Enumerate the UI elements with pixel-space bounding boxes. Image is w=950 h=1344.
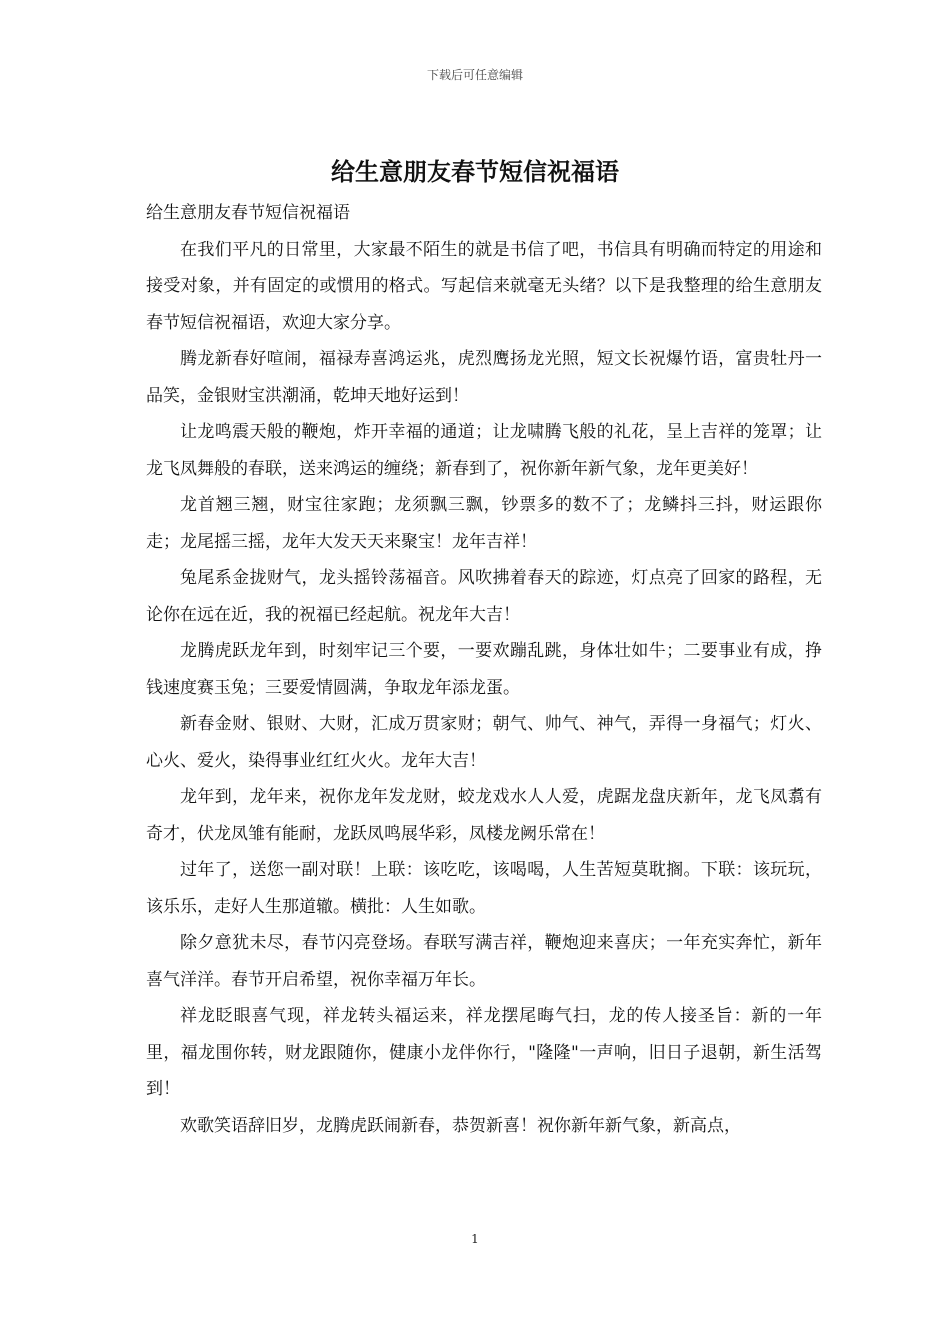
page-number: 1 <box>471 1232 479 1246</box>
paragraph: 祥龙眨眼喜气现，祥龙转头福运来，祥龙摆尾晦气扫，龙的传人接圣旨：新的一年里，福龙围你转，财龙跟随你，健康小龙伴你行，"隆隆"一声响，旧日子退朝，新生活驾到！ <box>146 1006 822 1099</box>
document-body <box>146 195 822 1144</box>
subtitle: 给生意朋友春节短信祝福语 <box>146 203 350 223</box>
paragraph: 除夕意犹未尽，春节闪亮登场。春联写满吉祥，鞭炮迎来喜庆；一年充实奔忙，新年喜气洋洋。春节开启希望，祝你幸福万年长。 <box>146 933 822 990</box>
paragraph: 腾龙新春好喧闹，福禄寿喜鸿运兆，虎烈鹰扬龙光照，短文长祝爆竹语，富贵牡丹一品笑，金银财宝洪潮涌，乾坤天地好运到！ <box>146 349 822 406</box>
paragraph: 让龙鸣震天般的鞭炮，炸开幸福的通道；让龙啸腾飞般的礼花，呈上吉祥的笼罩；让龙飞凤舞般的春联，送来鸿运的缠绕；新春到了，祝你新年新气象，龙年更美好！ <box>146 422 822 479</box>
paragraph: 新春金财、银财、大财，汇成万贯家财；朝气、帅气、神气，弄得一身福气；灯火、心火、爱火，染得事业红红火火。龙年大吉！ <box>146 714 822 771</box>
paragraph: 龙年到，龙年来，祝你龙年发龙财，蛟龙戏水人人爱，虎踞龙盘庆新年，龙飞凤翥有奇才，伏龙凤雏有能耐，龙跃凤鸣展华彩，凤楼龙阙乐常在！ <box>146 787 822 844</box>
paragraph: 过年了，送您一副对联！上联：该吃吃，该喝喝，人生苦短莫耽搁。下联：该玩玩，该乐乐，走好人生那道辙。横批：人生如歌。 <box>146 860 822 917</box>
header-note: 下载后可任意编辑 <box>426 68 523 82</box>
document-title: 给生意朋友春节短信祝福语 <box>331 157 619 186</box>
paragraph-intro: 在我们平凡的日常里，大家最不陌生的就是书信了吧，书信具有明确而特定的用途和接受对象，并有固定的或惯用的格式。写起信来就毫无头绪？以下是我整理的给生意朋友春节短信祝福语，欢迎大家分享。 <box>146 239 822 333</box>
paragraph: 欢歌笑语辞旧岁，龙腾虎跃闹新春，恭贺新喜！祝你新年新气象，新高点， <box>180 1115 741 1136</box>
paragraph: 龙首翘三翘，财宝往家跑；龙须飘三飘，钞票多的数不了；龙鳞抖三抖，财运跟你走；龙尾摇三摇，龙年大发天天来聚宝！龙年吉祥！ <box>146 495 822 552</box>
paragraph: 兔尾系金拢财气，龙头摇铃荡福音。风吹拂着春天的踪迹，灯点亮了回家的路程，无论你在远在近，我的祝福已经起航。祝龙年大吉！ <box>146 568 822 625</box>
paragraph: 龙腾虎跃龙年到，时刻牢记三个要，一要欢蹦乱跳，身体壮如牛；二要事业有成，挣钱速度赛玉兔；三要爱情圆满，争取龙年添龙蛋。 <box>146 641 822 698</box>
